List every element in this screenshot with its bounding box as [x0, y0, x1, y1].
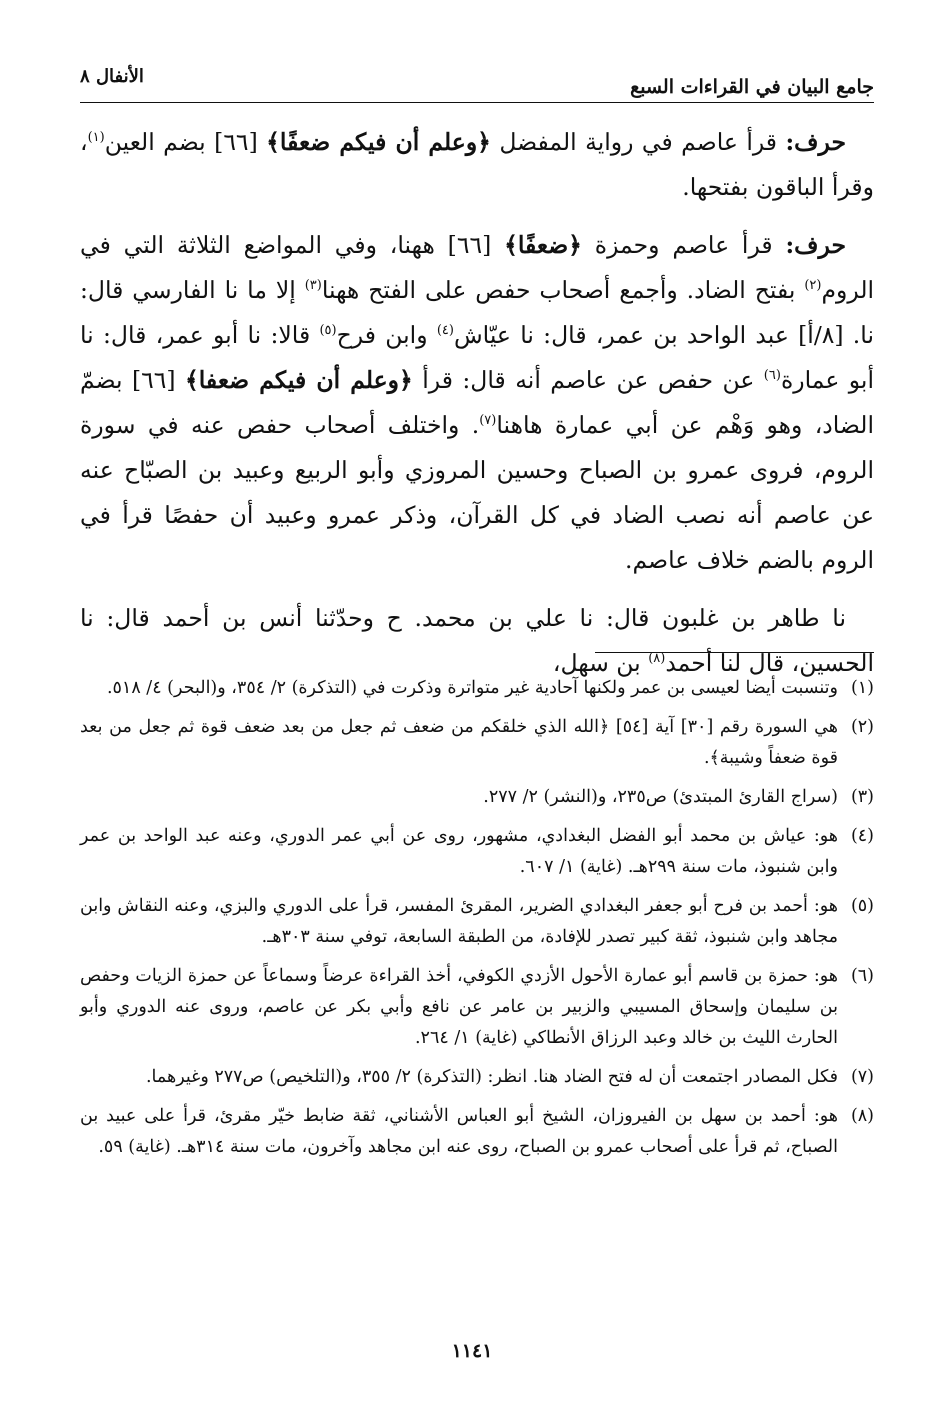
footnote-number: (٣) [850, 787, 874, 807]
footnote-number: (٨) [850, 1106, 874, 1126]
page-number: ١١٤١ [451, 1340, 493, 1362]
footnote-ref[interactable]: (١) [87, 130, 105, 146]
quran-quote: ﴿ضعفًا﴾ [504, 231, 582, 259]
text-run: [٦٦] ههنا، وفي المواضع الثلاثة التي في الروم [80, 231, 875, 304]
footnote-ref[interactable]: (٨) [648, 651, 666, 667]
quran-quote: ﴿وعلم أن فيكم ضعفًا﴾ [266, 128, 491, 156]
footnote-text: وتنسبت أيضا لعيسى بن عمر ولكنها آحادية غير متواترة وذكرت في (التذكرة) ٢/ ٣٥٤، و(البحر) ٤/ ٥١٨. [106, 678, 838, 698]
footnote-ref[interactable]: (٤) [436, 323, 454, 339]
footnote-ref[interactable]: (٣) [304, 278, 322, 294]
footnote-text: هو: أحمد بن فرح أبو جعفر البغدادي الضرير، المقرئ المفسر، قرأ على الدوري والبزي، وعنه النقاش وابن مجاهد وابن شنبوذ، ثقة كبير تصدر للإفادة، من الطبقة السابعة، توفي سنة ٣٠٣هـ. [80, 896, 838, 947]
paragraph-2 [80, 223, 874, 583]
footnote-number: (٦) [850, 966, 874, 986]
text-run: قالا: نا أبو عمر، قال: نا أبو عمارة [80, 321, 874, 394]
harf-label: حرف: [785, 128, 846, 156]
text-run: إلا ما نا الفارسي قال: نا. [٨/أ] عبد الواحد بن عمر، قال: نا عيّاش [80, 276, 874, 349]
footnote-item [80, 712, 874, 774]
footnote-text: هو: حمزة بن قاسم أبو عمارة الأحول الأزدي الكوفي، أخذ القراءة عرضاً وسماعاً عن حمزة الزيات وحفص بن سليمان وإسحاق المسيبي والزبير بن عامر عن نافع وأبي بكر عن عاصم، وروى عنه الدوري وأبو الحارث الليث بن خالد وعبد الرزاق الأنطاكي (غاية) ١/ ٢٦٤. [80, 966, 838, 1048]
footnote-ref[interactable]: (٧) [479, 413, 497, 429]
text-run: قرأ عاصم وحمزة [581, 231, 786, 259]
footnote-ref[interactable]: (٢) [804, 278, 822, 294]
footnote-item [80, 673, 874, 704]
text-run: وابن فرح [336, 321, 437, 349]
footnote-item [80, 782, 874, 813]
quran-quote: ﴿وعلم أن فيكم ضعفا﴾ [185, 366, 413, 394]
text-run: عن حفص عن عاصم أنه قال: قرأ [412, 366, 764, 394]
running-header [80, 64, 874, 103]
text-run: ، وقرأ الباقون بفتحها. [80, 128, 874, 201]
footnote-text: فكل المصادر اجتمعت أن له فتح الضاد هنا. انظر: (التذكرة) ٢/ ٣٥٥، و(التلخيص) ص٢٧٧ وغيرهما. [145, 1067, 838, 1087]
text-run: . واختلف أصحاب حفص عنه في سورة الروم، فروى عمرو بن الصباح وحسين المروزي وأبو الربيع وعبيد بن الصبّاح عنه عن عاصم أنه نصب الضاد في كل القرآن، وذكر عمرو وعبيد أن حفصًا قرأ في الروم بالضم خلاف عاصم. [80, 411, 874, 574]
footnote-number: (٤) [850, 826, 874, 846]
footnote-number: (٢) [850, 717, 874, 737]
paragraph-1 [80, 120, 874, 210]
text-run: نا طاهر بن غلبون قال: نا علي بن محمد. ح وحدّثنا أنس بن أحمد قال: نا الحسين، قال لنا أحمد [80, 604, 874, 677]
footnote-separator [595, 652, 874, 653]
footnote-number: (١) [850, 678, 874, 698]
footnote-text: هو: عياش بن محمد أبو الفضل البغدادي، مشهور، روى عن أبي عمر الدوري، وعنه عبد الواحد بن عمر وابن شنبوذ، مات سنة ٢٩٩هـ. (غاية) ١/ ٦٠٧. [80, 826, 838, 877]
book-title: جامع البيان في القراءات السبع [630, 76, 874, 98]
footnote-ref[interactable]: (٦) [763, 368, 781, 384]
footnote-item [80, 1062, 874, 1093]
footnote-text: هي السورة رقم [٣٠] آية [٥٤] ﴿الله الذي خلقكم من ضعف ثم جعل من بعد ضعف قوة ثم جعل من بعد قوة ضعفاً وشيبة﴾. [80, 717, 838, 768]
footnote-text: (سراج القارئ المبتدئ) ص٢٣٥، و(النشر) ٢/ ٢٧٧. [483, 787, 838, 807]
footnote-item [80, 961, 874, 1054]
footnote-item [80, 821, 874, 883]
footnote-number: (٧) [850, 1067, 874, 1087]
footnote-ref[interactable]: (٥) [319, 323, 337, 339]
footnote-item [80, 891, 874, 953]
text-run: قرأ عاصم في رواية المفضل [490, 128, 786, 156]
text-run: [٦٦] بضم العين [104, 128, 267, 156]
main-text [80, 120, 874, 699]
text-run: بفتح الضاد. وأجمع أصحاب حفص على الفتح ههنا [321, 276, 805, 304]
footnotes [80, 673, 874, 1171]
surah-label: الأنفال ٨ [80, 66, 144, 87]
text-run: بن سهل، [552, 649, 649, 677]
harf-label: حرف: [785, 231, 846, 259]
footnote-text: هو: أحمد بن سهل بن الفيروزان، الشيخ أبو العباس الأشناني، ثقة ضابط خيّر مقرئ، قرأ على عبيد بن الصباح، ثم قرأ على أصحاب عمرو بن الصباح، روى عنه ابن مجاهد وآخرون، مات سنة ٣١٤هـ. (غاية) ٥٩. [80, 1106, 838, 1157]
footnote-number: (٥) [850, 896, 874, 916]
text-run: [٦٦] بضمّ الضاد، وهو وَهْم عن أبي عمارة هاهنا [80, 366, 874, 439]
footnote-item [80, 1101, 874, 1163]
